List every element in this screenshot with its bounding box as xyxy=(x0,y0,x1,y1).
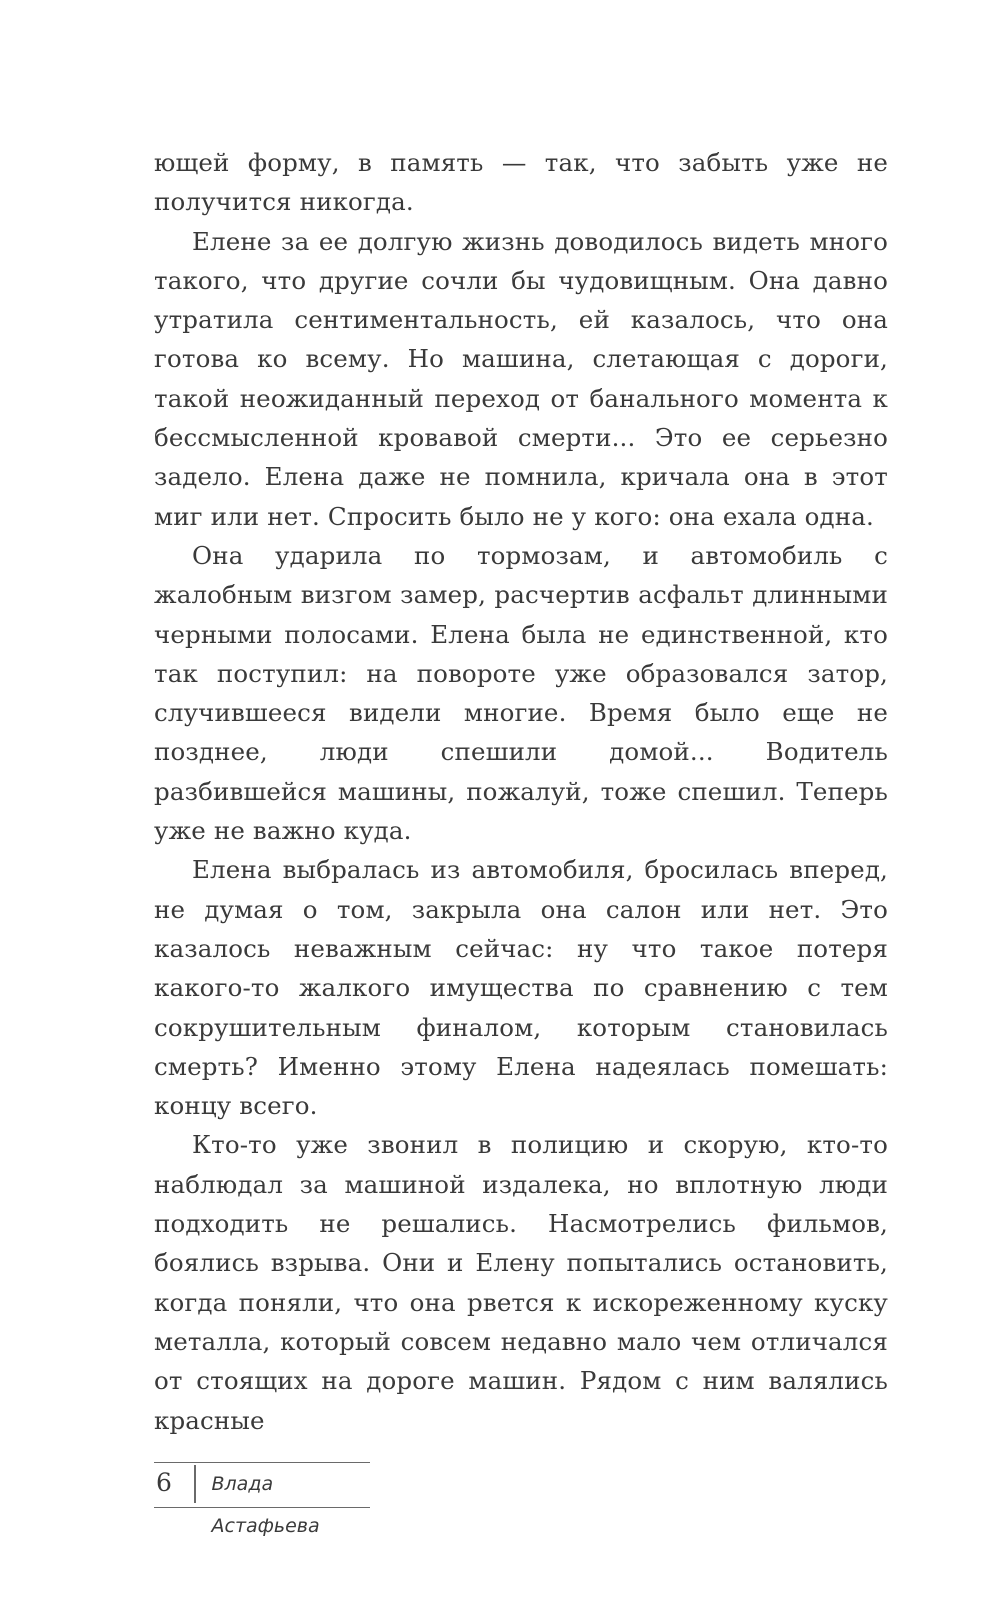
paragraph-2: Елене за ее долгую жизнь доводилось видеть много такого, что другие сочли бы чудовищным. Она давно утратила сентиментальность, ей казалось, что она готова ко всему. Но машина, слетающая с дороги, такой неожиданный переход от банального момента к бессмысленной кровавой смерти... Это ее серьезно задело. Елена даже не помнила, кричала она в этот миг или нет. Спросить было не у кого: она ехала одна. xyxy=(154,226,888,531)
paragraph-5: Кто-то уже звонил в полицию и скорую, кто-то наблюдал за машиной издалека, но вплотную люди подходить не решались. Насмотрелись фильмов, боялись взрыва. Они и Елену попытались остановить, когда поняли, что она рвется к искореженному куску металла, который совсем недавно мало чем отличался от стоящих на дороге машин. Рядом с ним валялись красные xyxy=(154,1130,888,1435)
paragraph-3: Она ударила по тормозам, и автомобиль с жалобным визгом замер, расчертив асфальт длинными черными полосами. Елена была не единственной, кто так поступил: на повороте уже образовался затор, случившееся видели многие. Время было еще не позднее, люди спешили домой... Водитель разбившейся машины, пожалуй, тоже спешил. Теперь уже не важно куда. xyxy=(154,540,888,846)
page-footer xyxy=(154,1462,370,1537)
book-page-body xyxy=(154,143,888,1440)
page-number: 6 xyxy=(156,1468,172,1497)
paragraph-1: ющей форму, в память — так, что забыть уже не получится никогда. xyxy=(154,148,888,217)
paragraph-4: Елена выбралась из автомобиля, бросилась вперед, не думая о том, закрыла она салон или нет. Это казалось неважным сейчас: ну что такое потеря какого-то жалкого имущества по сравнению с тем сокрушительным финалом, которым становилась смерть? Именно этому Елена надеялась помешать: концу всего. xyxy=(154,855,888,1121)
running-footer-author: Влада Астафьева xyxy=(211,1473,320,1537)
